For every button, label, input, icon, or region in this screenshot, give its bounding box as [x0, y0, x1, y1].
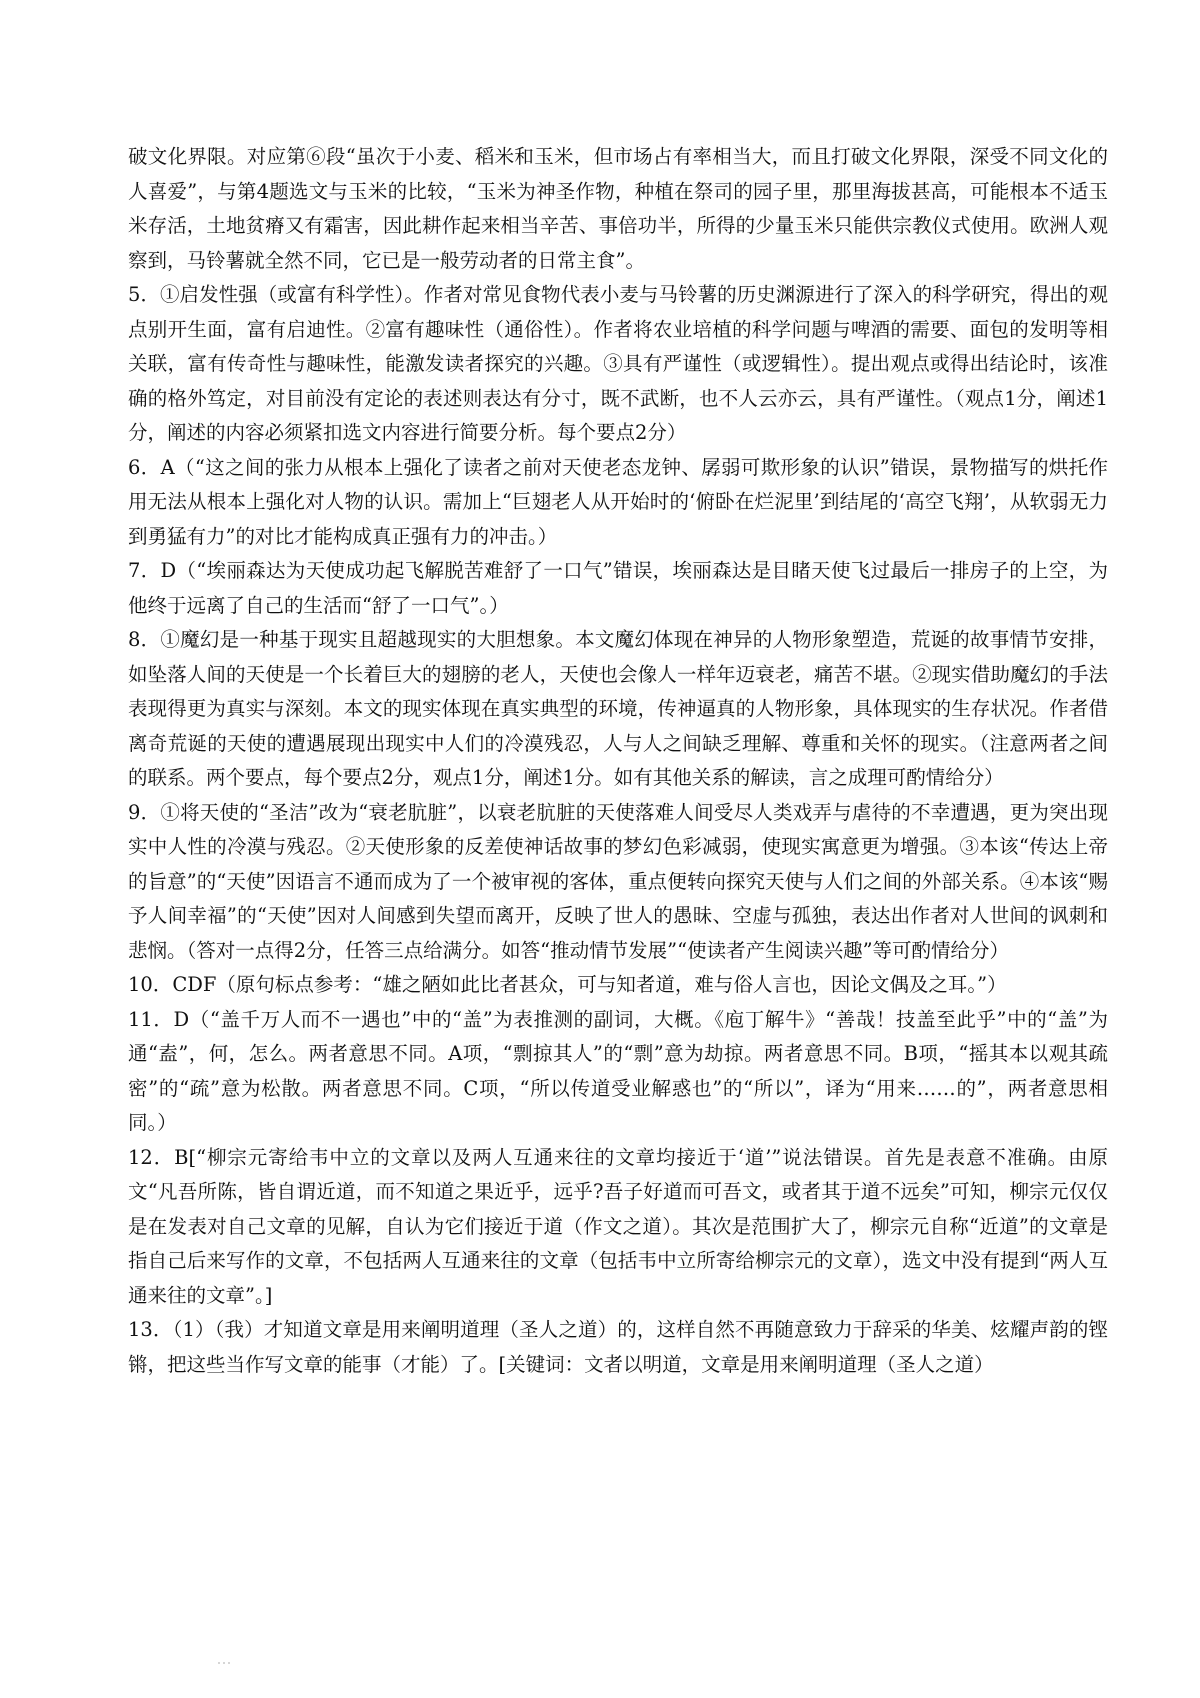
answer-6: 6．A（“这之间的张力从根本上强化了读者之前对天使老态龙钟、孱弱可欺形象的认识”错误，景物描写的烘托作用无法从根本上强化对人物的认识。需加上“巨翅老人从开始时的‘俯卧在烂泥里’到结尾的‘高空飞翔’，从软弱无力到勇猛有力”的对比才能构成真正强有力的冲击。） [128, 455, 1108, 548]
footer-dot [218, 1662, 220, 1664]
answer-9: 9．①将天使的“圣洁”改为“衰老肮脏”，以衰老肮脏的天使落难人间受尽人类戏弄与虐待的不幸遭遇，更为突出现实中人性的冷漠与残忍。②天使形象的反差使神话故事的梦幻色彩减弱，使现实寓意更为增强。③本该“传达上帝的旨意”的“天使”因语言不通而成为了一个被审视的客体，重点便转向探究天使与人们之间的外部关系。④本该“赐予人间幸福”的“天使”因对人间感到失望而离开，反映了世人的愚昧、空虚与孤独，表达出作者对人世间的讽刺和悲悯。（答对一点得2分，任答三点给满分。如答“推动情节发展”“使读者产生阅读兴趣”等可酌情给分） [128, 800, 1108, 962]
answer-8: 8．①魔幻是一种基于现实且超越现实的大胆想象。本文魔幻体现在神异的人物形象塑造，荒诞的故事情节安排，如坠落人间的天使是一个长着巨大的翅膀的老人，天使也会像人一样年迈衰老，痛苦不堪。②现实借助魔幻的手法表现得更为真实与深刻。本文的现实体现在真实典型的环境，传神逼真的人物形象，具体现实的生存状况。作者借离奇荒诞的天使的遭遇展现出现实中人们的冷漠残忍，人与人之间缺乏理解、尊重和关怀的现实。（注意两者之间的联系。两个要点，每个要点2分，观点1分，阐述1分。如有其他关系的解读，言之成理可酌情给分） [128, 628, 1108, 789]
paragraph-continuation: 破文化界限。对应第⑥段“虽次于小麦、稻米和玉米，但市场占有率相当大，而且打破文化界限，深受不同文化的人喜爱”，与第4题选文与玉米的比较，“玉米为神圣作物，种植在祭司的园子里，那里海拔甚高，可能根本不适玉米存活，土地贫瘠又有霜害，因此耕作起来相当辛苦、事倍功半，所得的少量玉米只能供宗教仪式使用。欧洲人观察到，马铃薯就全然不同，它已是一般劳动者的日常主食”。 [128, 145, 1108, 272]
answer-10: 10．CDF（原句标点参考：“雄之陋如此比者甚众，可与知者道，难与俗人言也，因论文偶及之耳。”） [128, 973, 1007, 996]
answer-12: 12．B[“柳宗元寄给韦中立的文章以及两人互通来往的文章均接近于‘道’”说法错误。首先是表意不准确。由原文“凡吾所陈，皆自谓近道，而不知道之果近乎，远乎?吾子好道而可吾文，或者其于道不远矣”可知，柳宗元仅仅是在发表对自己文章的见解，自认为它们接近于道（作文之道）。其次是范围扩大了，柳宗元自称“近道”的文章是指自己后来写作的文章，不包括两人互通来往的文章（包括韦中立所寄给柳宗元的文章），选文中没有提到“两人互通来往的文章”。] [128, 1145, 1108, 1307]
footer-mark [218, 1662, 234, 1668]
footer-dot [223, 1662, 225, 1664]
answer-11: 11．D（“盖千万人而不一遇也”中的“盖”为表推测的副词，大概。《庖丁解牛》“善哉！技盖至此乎”中的“盖”为通“盍”，何，怎么。两者意思不同。A项，“剽掠其人”的“剽”意为劫掠。两者意思不同。B项，“摇其本以观其疏密”的“疏”意为松散。两者意思不同。C项，“所以传道受业解惑也”的“所以”，译为“用来……的”，两者意思相同。） [128, 1007, 1108, 1134]
answer-7: 7．D（“埃丽森达为天使成功起飞解脱苦难舒了一口气”错误，埃丽森达是目睹天使飞过最后一排房子的上空，为他终于远离了自己的生活而“舒了一口气”。） [128, 559, 1108, 617]
answer-5: 5．①启发性强（或富有科学性）。作者对常见食物代表小麦与马铃薯的历史渊源进行了深入的科学研究，得出的观点别开生面，富有启迪性。②富有趣味性（通俗性）。作者将农业培植的科学问题与啤酒的需要、面包的发明等相关联，富有传奇性与趣味性，能激发读者探究的兴趣。③具有严谨性（或逻辑性）。提出观点或得出结论时，该准确的格外笃定，对目前没有定论的表述则表达有分寸，既不武断，也不人云亦云，具有严谨性。（观点1分，阐述1分，阐述的内容必须紧扣选文内容进行简要分析。每个要点2分） [128, 283, 1108, 444]
document-body [128, 140, 1108, 1382]
footer-dot [228, 1662, 230, 1664]
answer-13: 13．（1）（我）才知道文章是用来阐明道理（圣人之道）的，这样自然不再随意致力于辞采的华美、炫耀声韵的铿锵，把这些当作写文章的能事（才能）了。[关键词：文者以明道，文章是用来阐明道理（圣人之道） [128, 1318, 1108, 1376]
